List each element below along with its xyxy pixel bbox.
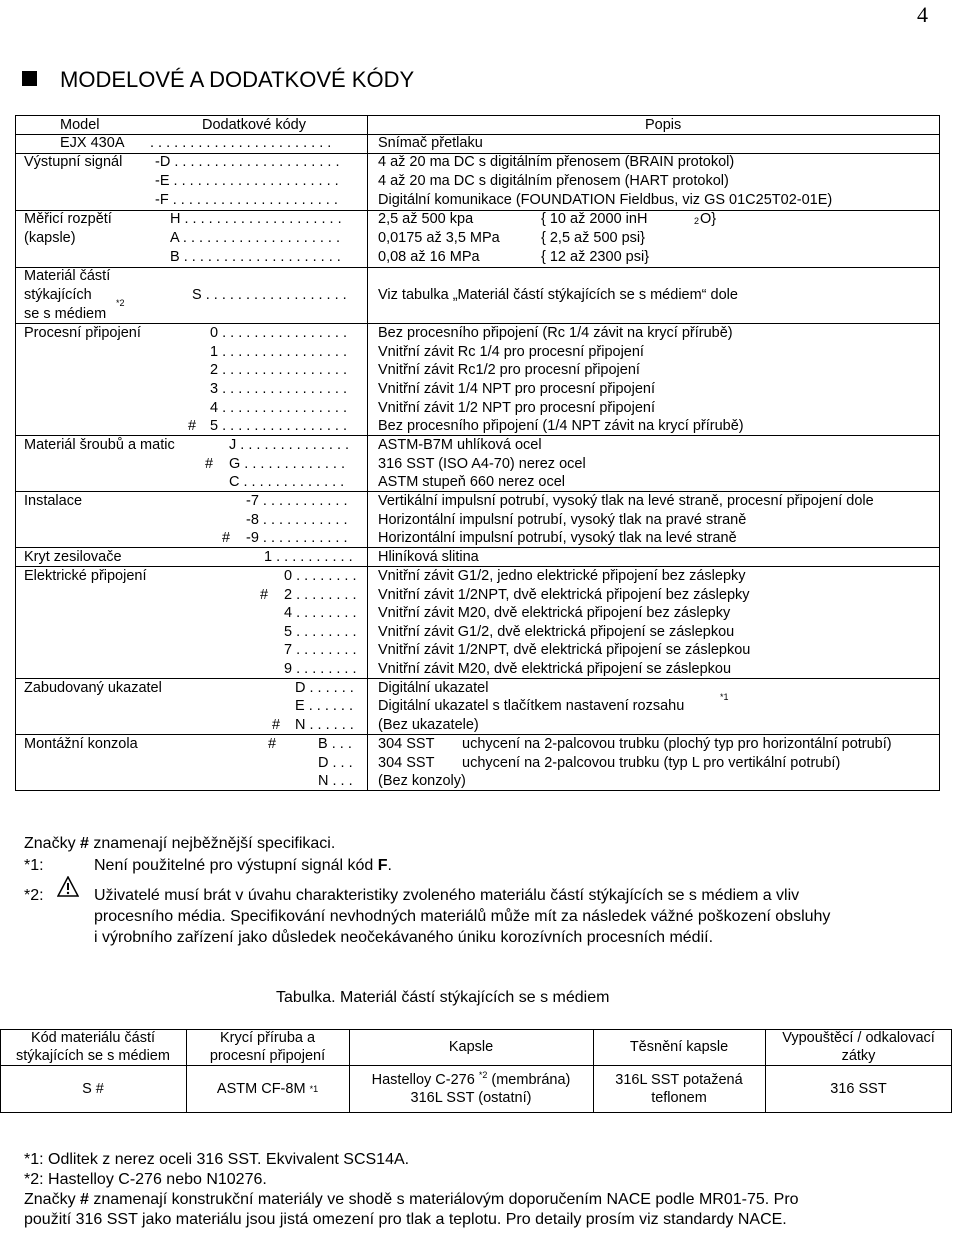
table-cell-text: -D . . . . . . . . . . . . . . . . . . . . . (155, 154, 340, 170)
table-cell-text: 2 . . . . . . . . . . . . . . . . (210, 362, 347, 378)
table-cell-text: Snímač přetlaku (378, 135, 483, 151)
cell-material-code: S # (82, 1081, 104, 1097)
table-cell-text: 1 . . . . . . . . . . . . . . . . (210, 344, 347, 360)
table-cell-text: se s médiem (24, 306, 107, 322)
table-cell-text: -9 . . . . . . . . . . . (246, 530, 348, 546)
table-cell-text: B . . . . . . . . . . . . . . . . . . . . (170, 249, 341, 265)
table-cell-text: Digitální ukazatel s tlačítkem nastavení rozsahu (378, 698, 685, 714)
table-cell-text: 3 . . . . . . . . . . . . . . . . (210, 381, 347, 397)
table-cell-text: Bez procesního připojení (Rc 1/4 závit na krycí přírubě) (378, 325, 733, 341)
heading-bullet-icon (22, 71, 37, 86)
table-cell-text: uchycení na 2-palcovou trubku (typ L pro vertikální potrubí) (462, 755, 841, 771)
table-cell-text: Vnitřní závit 1/2 NPT pro procesní připojení (378, 400, 655, 416)
table-cell-text: (Bez ukazatele) (378, 717, 479, 733)
table-cell-text: { 12 až 2300 psi} (541, 249, 650, 265)
table-cell-text: stýkajících (24, 287, 92, 303)
table-cell-text: C . . . . . . . . . . . . . (229, 474, 345, 490)
table-divider-description (367, 115, 368, 791)
table-cell-text: 7 . . . . . . . . (284, 642, 357, 658)
range-suffix: O} (700, 211, 717, 227)
footnote-mark-1: *1 (720, 692, 729, 702)
note-common: Značky # znamenají nejběžnější specifikaci. (24, 835, 336, 852)
table-cell-text: 304 SST (378, 736, 435, 752)
footnote-mark-2: *2 (116, 298, 125, 308)
cell-capsule: Hastelloy C-276 $^{*2}$ (membrána) 316L SST (ostatní) (371, 1070, 571, 1106)
table-cell-text: -8 . . . . . . . . . . . (246, 512, 348, 528)
table-cell-text: 9 . . . . . . . . (284, 661, 357, 677)
table-divider-left (15, 134, 16, 791)
table-cell-text: EJX 430A (60, 135, 125, 151)
table-cell-text: { 2,5 až 500 psi} (541, 230, 645, 246)
table-cell-text: # (205, 456, 214, 472)
page-number: 4 (917, 2, 928, 27)
table-cell-text: Vnitřní závit 1/2NPT, dvě elektrická připojení se záslepkou (378, 642, 751, 658)
table-cell-text: J . . . . . . . . . . . . . . (229, 437, 350, 453)
table-cell-text: 4 až 20 ma DC s digitálním přenosem (HART protokol) (378, 173, 729, 189)
footnote-nace-2: použití 316 SST jako materiálu jsou jistá omezení pro tlak a teplotu. Pro detaily prosím viz standardy NACE. (24, 1211, 787, 1228)
table-cell-text: N . . . (318, 773, 353, 789)
table-cell-text: Materiál šroubů a matic (24, 437, 175, 453)
table-cell-text: ASTM stupeň 660 nerez ocel (378, 474, 565, 490)
table-cell-text: uchycení na 2-palcovou trubku (plochý typ pro horizontální potrubí) (462, 736, 892, 752)
table-cell-text: Viz tabulka „Materiál částí stýkajících se s médiem“ dole (378, 287, 738, 303)
table-cell-text: 0 . . . . . . . . . . . . . . . . (210, 325, 347, 341)
table-cell-text: Horizontální impulsní potrubí, vysoký tlak na levé straně (378, 530, 737, 546)
footnote-nace: Značky # znamenají konstrukční materiály ve shodě s materiálovým doporučením NACE podle MR01-75. Pro (24, 1191, 799, 1208)
table-cell-text: Bez procesního připojení (1/4 NPT závit na krycí přírubě) (378, 418, 744, 434)
table-cell-text: -E . . . . . . . . . . . . . . . . . . . . . (155, 173, 339, 189)
note-2-line-3: i výrobního zařízení jako důsledek neočekávaného úniku korozívních procesních médií. (94, 929, 714, 946)
table-cell-text: Digitální ukazatel (378, 680, 489, 696)
table-cell-text: . . . . . . . . . . . . . . . . . . . . . . . (150, 135, 332, 151)
note-2-line-2: procesního média. Specifikování nevhodných materiálů může mít za následek vážné poškození obsluhy (94, 908, 831, 925)
note-1-text: Není použitelné pro výstupní signál kód F. (94, 857, 392, 874)
table-cell-text: (kapsle) (24, 230, 76, 246)
table-cell-text: Vnitřní závit Rc1/2 pro procesní připojení (378, 362, 640, 378)
footnote-2: *2: Hastelloy C-276 nebo N10276. (24, 1171, 267, 1188)
table-cell-text: Měřicí rozpětí (24, 211, 112, 227)
table-cell-text: 1 . . . . . . . . . . (264, 549, 353, 565)
subscript-2: 2 (694, 216, 700, 226)
table-cell-text: Materiál částí (24, 268, 111, 284)
header-capsule-seal: Těsnění kapsle (629, 1039, 729, 1055)
table-cell-text: Procesní připojení (24, 325, 141, 341)
table-cell-text: # (222, 530, 231, 546)
table-cell-text: # (260, 587, 269, 603)
table-cell-text: 4 . . . . . . . . (284, 605, 357, 621)
table-cell-text: Vnitřní závit 1/4 NPT pro procesní připojení (378, 381, 655, 397)
table-cell-text: Elektrické připojení (24, 568, 147, 584)
table-cell-text: Kryt zesilovače (24, 549, 122, 565)
note-2-label: *2: (24, 887, 44, 904)
table-cell-text: 5 . . . . . . . . (284, 624, 357, 640)
table-cell-text: D . . . (318, 755, 353, 771)
table-cell-text: # (272, 717, 281, 733)
header-model: Model (60, 117, 100, 133)
note-2-line-1: Uživatelé musí brát v úvahu charakteristiky zvoleného materiálu částí stýkajících se s médiem a vliv (94, 887, 800, 904)
table-cell-text: Hliníková slitina (378, 549, 479, 565)
header-codes: Dodatkové kódy (202, 117, 306, 133)
table-cell-text: ASTM-B7M uhlíková ocel (378, 437, 542, 453)
table-cell-text: E . . . . . . (295, 698, 354, 714)
table-cell-text: -7 . . . . . . . . . . . (246, 493, 348, 509)
table-cell-text: # (268, 736, 277, 752)
table-cell-text: Horizontální impulsní potrubí, vysoký tlak na pravé straně (378, 512, 747, 528)
table-cell-text: Vnitřní závit Rc 1/4 pro procesní připojení (378, 344, 644, 360)
row-rule (15, 210, 940, 211)
table-cell-text: Vnitřní závit G1/2, dvě elektrická připojení se záslepkou (378, 624, 735, 640)
table-cell-text: Výstupní signál (24, 154, 123, 170)
table-cell-text: 4 až 20 ma DC s digitálním přenosem (BRAIN protokol) (378, 154, 735, 170)
table-cell-text: 0,0175 až 3,5 MPa (378, 230, 500, 246)
note-1-label: *1: (24, 857, 44, 874)
table-cell-text: (Bez konzoly) (378, 773, 466, 789)
table-cell-text: G . . . . . . . . . . . . . (229, 456, 346, 472)
table-cell-text: 0 . . . . . . . . (284, 568, 357, 584)
table-cell-text: -F . . . . . . . . . . . . . . . . . . . . . (155, 192, 338, 208)
table-cell-text: 4 . . . . . . . . . . . . . . . . (210, 400, 347, 416)
header-plugs: Vypouštěcí / odkalovací zátky (782, 1030, 935, 1064)
material-table-title: Tabulka. Materiál částí stýkajících se s médiem (276, 989, 610, 1006)
section-title: MODELOVÉ A DODATKOVÉ KÓDY (60, 67, 415, 92)
table-cell-text: 0,08 až 16 MPa (378, 249, 480, 265)
table-cell-text: Zabudovaný ukazatel (24, 680, 162, 696)
table-cell-text: B . . . (318, 736, 352, 752)
cell-capsule-seal: 316L SST potažená teflonem (615, 1072, 743, 1106)
cell-flange: ASTM CF-8M *1 (216, 1081, 319, 1097)
table-cell-text: Vnitřní závit 1/2NPT, dvě elektrická připojení bez záslepky (378, 587, 750, 603)
table-cell-text: { 10 až 2000 inH (541, 211, 648, 227)
header-description: Popis (645, 117, 682, 133)
table-cell-text: N . . . . . . (295, 717, 354, 733)
header-flange: Krycí příruba a procesní připojení (209, 1030, 326, 1064)
table-cell-text: S . . . . . . . . . . . . . . . . . . (192, 287, 347, 303)
footnote-1: *1: Odlitek z nerez oceli 316 SST. Ekvivalent SCS14A. (24, 1151, 410, 1168)
table-cell-text: Digitální komunikace (FOUNDATION Fieldbus, viz GS 01C25T02-01E) (378, 192, 833, 208)
header-material-code: Kód materiálu částí stýkajících se s médiem (16, 1030, 170, 1064)
table-cell-text: # (188, 418, 197, 434)
table-cell-text: H . . . . . . . . . . . . . . . . . . . . (170, 211, 342, 227)
row-rule (15, 267, 940, 268)
table-cell-text: D . . . . . . (295, 680, 354, 696)
table-cell-text: Vnitřní závit M20, dvě elektrická připojení se záslepkou (378, 661, 732, 677)
table-cell-text: 5 . . . . . . . . . . . . . . . . (210, 418, 347, 434)
header-capsule: Kapsle (448, 1039, 494, 1055)
warning-triangle-icon (57, 876, 79, 898)
cell-plugs: 316 SST (830, 1081, 887, 1097)
table-cell-text: Vnitřní závit G1/2, jedno elektrické připojení bez záslepky (378, 568, 746, 584)
table-cell-text: Instalace (24, 493, 83, 509)
table-cell-text: Vnitřní závit M20, dvě elektrická připojení bez záslepky (378, 605, 731, 621)
table-cell-text: A . . . . . . . . . . . . . . . . . . . . (170, 230, 341, 246)
table-cell-text: Montážní konzola (24, 736, 138, 752)
table-cell-text: Vertikální impulsní potrubí, vysoký tlak na levé straně, procesní připojení dole (378, 493, 874, 509)
table-cell-text: 2 . . . . . . . . (284, 587, 357, 603)
table-cell-text: 2,5 až 500 kpa (378, 211, 474, 227)
table-cell-text: 316 SST (ISO A4-70) nerez ocel (378, 456, 586, 472)
table-cell-text: 304 SST (378, 755, 435, 771)
